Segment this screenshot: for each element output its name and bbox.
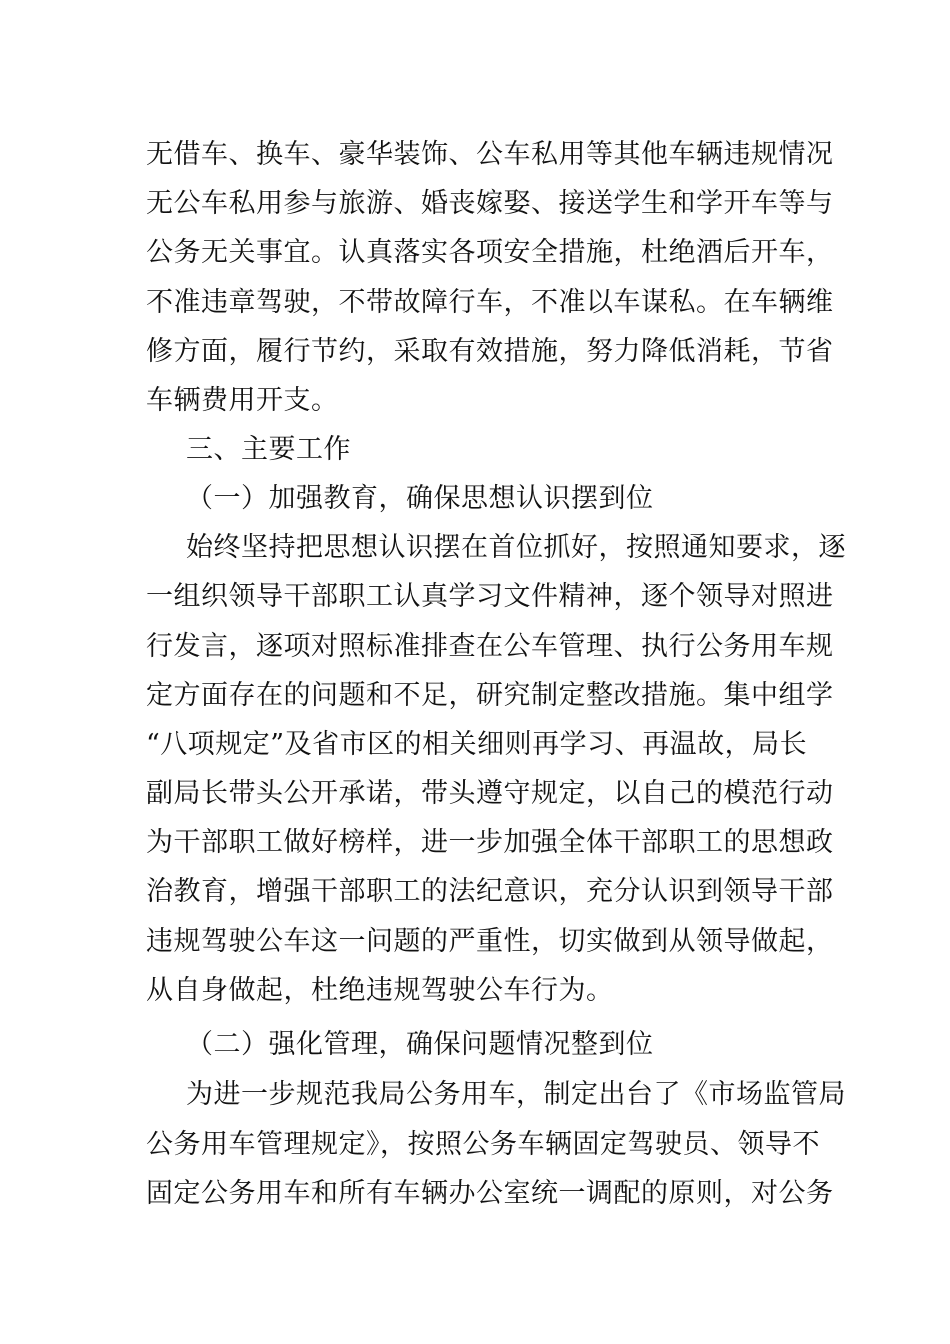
- paragraph-line: 定方面存在的问题和不足，研究制定整改措施。集中组学: [146, 680, 834, 711]
- subsection-heading: （二）强化管理，确保问题情况整到位: [186, 1029, 654, 1060]
- paragraph-line: 公务无关事宜。认真落实各项安全措施，杜绝酒后开车，: [146, 237, 834, 268]
- subsection-heading: （一）加强教育，确保思想认识摆到位: [186, 483, 654, 514]
- paragraph-line: 为干部职工做好榜样，进一步加强全体干部职工的思想政: [146, 827, 834, 858]
- paragraph-line: 修方面，履行节约，采取有效措施，努力降低消耗，节省: [146, 336, 834, 367]
- paragraph-line: “八项规定”及省市区的相关细则再学习、再温故，局长: [146, 729, 808, 760]
- section-heading: 三、主要工作: [186, 434, 351, 465]
- paragraph-line: 治教育，增强干部职工的法纪意识，充分认识到领导干部: [146, 876, 834, 907]
- paragraph-line: 不准违章驾驶，不带故障行车，不准以车谋私。在车辆维: [146, 287, 834, 318]
- paragraph-line: 始终坚持把思想认识摆在首位抓好，按照通知要求，逐: [186, 532, 846, 563]
- paragraph-line: 副局长带头公开承诺，带头遵守规定，以自己的模范行动: [146, 778, 834, 809]
- paragraph-line: 违规驾驶公车这一问题的严重性，切实做到从领导做起，: [146, 926, 834, 957]
- paragraph-line: 无公车私用参与旅游、婚丧嫁娶、接送学生和学开车等与: [146, 188, 834, 219]
- paragraph-line: 固定公务用车和所有车辆办公室统一调配的原则，对公务: [146, 1178, 834, 1209]
- paragraph-line: 从自身做起，杜绝违规驾驶公车行为。: [146, 975, 614, 1006]
- paragraph-line: 车辆费用开支。: [146, 385, 339, 416]
- paragraph-line: 行发言，逐项对照标准排查在公车管理、执行公务用车规: [146, 631, 834, 662]
- paragraph-line: 一组织领导干部职工认真学习文件精神，逐个领导对照进: [146, 581, 834, 612]
- paragraph-line: 无借车、换车、豪华装饰、公车私用等其他车辆违规情况: [146, 139, 834, 170]
- paragraph-line: 公务用车管理规定》，按照公务车辆固定驾驶员、领导不: [146, 1129, 820, 1160]
- paragraph-line: 为进一步规范我局公务用车，制定出台了《市场监管局: [186, 1079, 846, 1110]
